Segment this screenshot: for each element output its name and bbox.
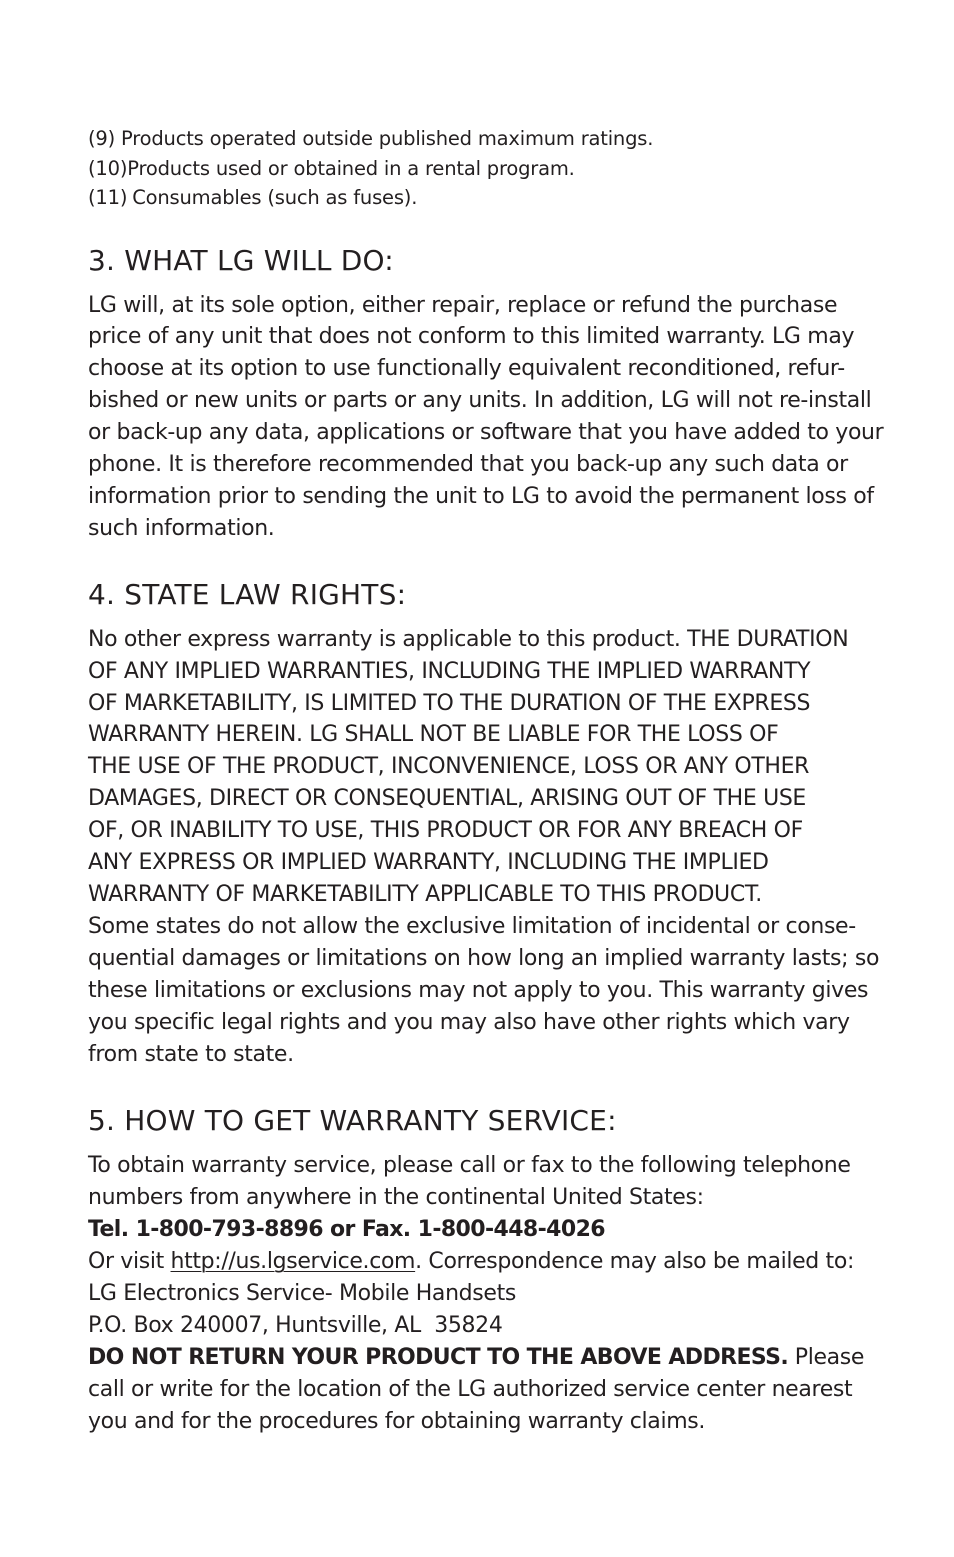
- section-3-body: [88, 290, 888, 545]
- body-line: LG will, at its sole option, either repair, replace or refund the purchase: [88, 292, 838, 318]
- body-line: Some states do not allow the exclusive limitation of incidental or conse-: [88, 913, 856, 939]
- body-line: OF, OR INABILITY TO USE, THIS PRODUCT OR FOR ANY BREACH OF: [88, 818, 803, 844]
- section-4-body: [88, 624, 888, 1071]
- list-item: [88, 183, 888, 213]
- body-line: price of any unit that does not conform to this limited warranty. LG may: [88, 324, 855, 350]
- body-line: information prior to sending the unit to LG to avoid the permanent loss of: [88, 483, 874, 509]
- list-item: [88, 124, 888, 154]
- body-line: you and for the procedures for obtaining warranty claims.: [88, 1408, 706, 1434]
- visit-suffix: . Correspondence may also be mailed to:: [415, 1249, 855, 1275]
- body-line: THE USE OF THE PRODUCT, INCONVENIENCE, LOSS OR ANY OTHER: [88, 754, 810, 780]
- list-item-text: Products operated outside published maximum ratings.: [121, 127, 654, 150]
- body-line: DAMAGES, DIRECT OR CONSEQUENTIAL, ARISING OUT OF THE USE: [88, 786, 806, 812]
- body-line: ANY EXPRESS OR IMPLIED WARRANTY, INCLUDING THE IMPLIED: [88, 850, 769, 876]
- body-line: bished or new units or parts or any units. In addition, LG will not re-install: [88, 388, 872, 414]
- address-line: P.O. Box 240007, Huntsville, AL 35824: [88, 1312, 503, 1338]
- body-line: OF ANY IMPLIED WARRANTIES, INCLUDING THE IMPLIED WARRANTY: [88, 658, 811, 684]
- body-line: quential damages or limitations on how long an implied warranty lasts; so: [88, 945, 880, 971]
- body-line: from state to state.: [88, 1041, 294, 1067]
- body-line: phone. It is therefore recommended that you back-up any such data or: [88, 452, 848, 478]
- section-4-heading: 4. STATE LAW RIGHTS:: [88, 577, 407, 611]
- list-item: [88, 154, 888, 184]
- body-line: To obtain warranty service, please call or fax to the following telephone: [88, 1153, 851, 1179]
- warning-continuation: Please: [788, 1344, 865, 1370]
- body-line: WARRANTY HEREIN. LG SHALL NOT BE LIABLE FOR THE LOSS OF: [88, 722, 779, 748]
- address-line: LG Electronics Service- Mobile Handsets: [88, 1281, 516, 1307]
- section-5-heading: 5. HOW TO GET WARRANTY SERVICE:: [88, 1104, 617, 1138]
- phone-fax-line: [88, 1214, 888, 1246]
- body-line: or back-up any data, applications or software that you have added to your: [88, 420, 884, 446]
- body-line: numbers from anywhere in the continental United States:: [88, 1185, 704, 1211]
- body-line: you specific legal rights and you may also have other rights which vary: [88, 1009, 850, 1035]
- lgservice-link[interactable]: http://us.lgservice.com: [170, 1249, 416, 1275]
- body-line: choose at its option to use functionally equivalent reconditioned, refur-: [88, 356, 845, 382]
- warranty-page: [88, 124, 888, 1438]
- body-line: No other express warranty is applicable to this product. THE DURATION: [88, 626, 849, 652]
- list-item-number: (9): [88, 127, 116, 150]
- list-item-text: Consumables (such as fuses).: [132, 186, 418, 209]
- visit-prefix: Or visit: [88, 1249, 171, 1275]
- section-5-body: [88, 1150, 888, 1437]
- section-3-heading: 3. WHAT LG WILL DO:: [88, 243, 394, 277]
- visit-line: [88, 1246, 888, 1278]
- exclusion-list: [88, 124, 888, 213]
- body-line: such information.: [88, 515, 275, 541]
- body-line: call or write for the location of the LG authorized service center nearest: [88, 1376, 853, 1402]
- list-item-number: (11): [88, 186, 128, 209]
- do-not-return-warning: DO NOT RETURN YOUR PRODUCT TO THE ABOVE ADDRESS.: [88, 1344, 789, 1370]
- warning-line: [88, 1342, 888, 1374]
- body-line: these limitations or exclusions may not apply to you. This warranty gives: [88, 977, 869, 1003]
- list-item-text: Products used or obtained in a rental program.: [127, 156, 575, 180]
- phone-fax-numbers: Tel. 1-800-793-8896 or Fax. 1-800-448-4026: [88, 1217, 605, 1243]
- body-line: WARRANTY OF MARKETABILITY APPLICABLE TO THIS PRODUCT.: [88, 882, 762, 907]
- body-line: OF MARKETABILITY, IS LIMITED TO THE DURATION OF THE EXPRESS: [88, 690, 811, 716]
- list-item-number: (10): [88, 156, 128, 180]
